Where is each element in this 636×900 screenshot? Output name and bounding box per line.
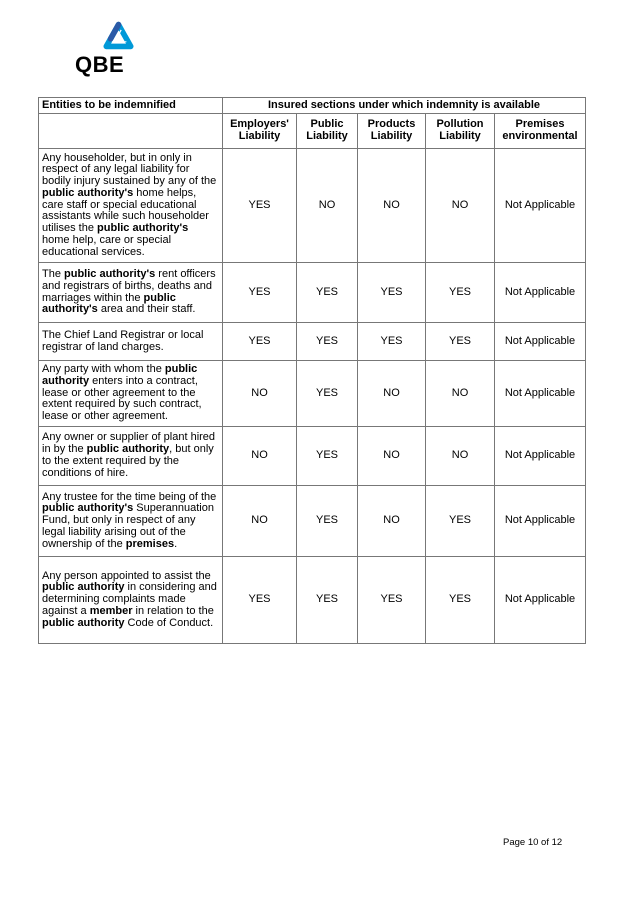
indemnity-value: YES bbox=[358, 557, 426, 644]
table-row bbox=[39, 486, 586, 557]
indemnity-value: NO bbox=[358, 361, 426, 427]
indemnity-value: YES bbox=[358, 263, 426, 323]
table-row bbox=[39, 557, 586, 644]
table-body bbox=[39, 149, 586, 644]
indemnity-value: Not Applicable bbox=[495, 149, 586, 263]
table-header bbox=[39, 98, 586, 149]
indemnity-value: Not Applicable bbox=[495, 361, 586, 427]
indemnity-value: YES bbox=[223, 557, 297, 644]
qbe-knot-icon bbox=[102, 20, 135, 53]
empty-header-cell bbox=[39, 114, 223, 149]
indemnity-value: YES bbox=[297, 263, 358, 323]
indemnity-value: YES bbox=[426, 323, 495, 361]
column-header-premises-environmental: Premises environmental bbox=[495, 114, 586, 149]
page-number-label: Page 10 of 12 bbox=[503, 837, 563, 848]
entity-description: The public authority's rent officers and registrars of births, deaths and marriages within the public authority's area and their staff. bbox=[39, 263, 223, 323]
indemnity-value: Not Applicable bbox=[495, 427, 586, 486]
table-row bbox=[39, 149, 586, 263]
entity-description: Any person appointed to assist the public authority in considering and determining complaints made against a member in relation to the public authority Code of Conduct. bbox=[39, 557, 223, 644]
entity-description: Any trustee for the time being of the public authority's Superannuation Fund, but only in respect of any legal liability arising out of the ownership of the premises. bbox=[39, 486, 223, 557]
indemnity-value: NO bbox=[358, 486, 426, 557]
indemnity-table bbox=[38, 97, 586, 644]
indemnity-value: YES bbox=[297, 557, 358, 644]
indemnity-value: YES bbox=[297, 427, 358, 486]
indemnity-value: Not Applicable bbox=[495, 557, 586, 644]
indemnity-value: NO bbox=[223, 361, 297, 427]
table-header-row-2 bbox=[39, 114, 586, 149]
indemnity-value: YES bbox=[426, 557, 495, 644]
table-row bbox=[39, 323, 586, 361]
column-header-employers-liability: Employers' Liability bbox=[223, 114, 297, 149]
table-row bbox=[39, 263, 586, 323]
entity-description: Any party with whom the public authority enters into a contract, lease or other agreement to the extent required by such contract, lease or other agreement. bbox=[39, 361, 223, 427]
indemnity-value: Not Applicable bbox=[495, 323, 586, 361]
table-row bbox=[39, 361, 586, 427]
column-header-public-liability: Public Liability bbox=[297, 114, 358, 149]
indemnity-value: YES bbox=[297, 361, 358, 427]
indemnity-value: YES bbox=[223, 323, 297, 361]
column-header-pollution-liability: Pollution Liability bbox=[426, 114, 495, 149]
column-header-products-liability: Products Liability bbox=[358, 114, 426, 149]
indemnity-value: NO bbox=[223, 427, 297, 486]
indemnity-value: YES bbox=[358, 323, 426, 361]
indemnity-value: NO bbox=[358, 149, 426, 263]
indemnity-value: NO bbox=[426, 361, 495, 427]
indemnity-value: NO bbox=[426, 149, 495, 263]
indemnity-value: Not Applicable bbox=[495, 486, 586, 557]
entity-description: Any owner or supplier of plant hired in by the public authority, but only to the extent required by the conditions of hire. bbox=[39, 427, 223, 486]
insured-sections-header: Insured sections under which indemnity is available bbox=[223, 98, 586, 114]
indemnity-value: NO bbox=[297, 149, 358, 263]
logo-wordmark: QBE bbox=[75, 52, 125, 77]
indemnity-value: Not Applicable bbox=[495, 263, 586, 323]
entity-description: The Chief Land Registrar or local registrar of land charges. bbox=[39, 323, 223, 361]
indemnity-value: YES bbox=[297, 323, 358, 361]
indemnity-value: YES bbox=[426, 263, 495, 323]
indemnity-value: YES bbox=[223, 149, 297, 263]
entities-column-header: Entities to be indemnified bbox=[39, 98, 223, 114]
indemnity-value: YES bbox=[223, 263, 297, 323]
table-header-row-1 bbox=[39, 98, 586, 114]
indemnity-value: NO bbox=[426, 427, 495, 486]
table-row bbox=[39, 427, 586, 486]
indemnity-value: YES bbox=[297, 486, 358, 557]
indemnity-value: NO bbox=[358, 427, 426, 486]
qbe-logo bbox=[75, 20, 145, 76]
indemnity-value: NO bbox=[223, 486, 297, 557]
entity-description: Any householder, but in only in respect of any legal liability for bodily injury sustained by any of the public authority's home helps, care staff or special educational assistants while such householder utilises the public authority's home help, care or special educational services. bbox=[39, 149, 223, 263]
indemnity-value: YES bbox=[426, 486, 495, 557]
